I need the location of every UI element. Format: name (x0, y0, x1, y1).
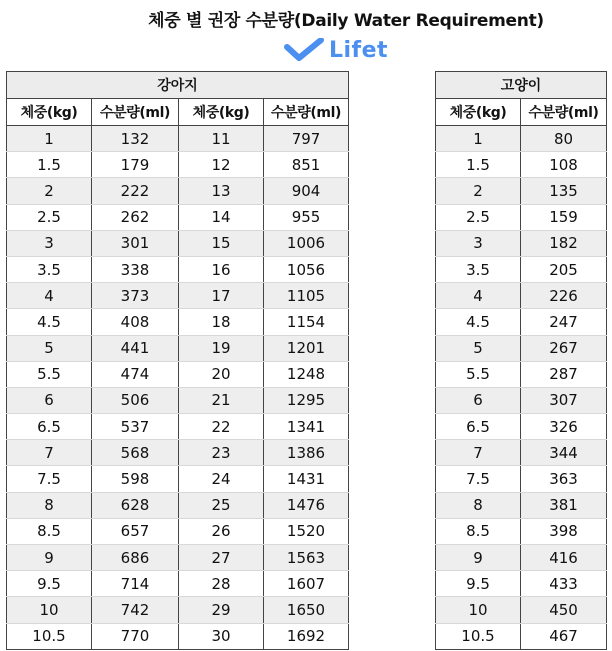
weight-cell: 6 (7, 387, 92, 413)
water-cell: 132 (92, 126, 179, 152)
table-row (436, 545, 607, 571)
weight-cell: 2.5 (7, 204, 92, 230)
table-row (7, 309, 349, 335)
weight-cell: 7 (7, 440, 92, 466)
weight-cell: 8.5 (7, 518, 92, 544)
table-row (7, 545, 349, 571)
water-cell: 506 (92, 387, 179, 413)
water-cell: 1341 (264, 414, 349, 440)
table-row (436, 152, 607, 178)
weight-cell: 4 (7, 283, 92, 309)
table-row (436, 466, 607, 492)
weight-cell: 1.5 (7, 152, 92, 178)
dog-table-body (7, 126, 349, 650)
table-row (7, 178, 349, 204)
water-cell: 474 (92, 361, 179, 387)
table-row (436, 178, 607, 204)
water-cell: 1431 (264, 466, 349, 492)
column-header: 체중(kg) (179, 99, 264, 126)
weight-cell: 26 (179, 518, 264, 544)
weight-cell: 5.5 (7, 361, 92, 387)
weight-cell: 3 (7, 230, 92, 256)
water-cell: 205 (521, 256, 607, 282)
water-cell: 1650 (264, 597, 349, 623)
column-header: 수분량(ml) (92, 99, 179, 126)
weight-cell: 30 (179, 623, 264, 649)
weight-cell: 2 (7, 178, 92, 204)
table-row (7, 387, 349, 413)
weight-cell: 8.5 (436, 518, 521, 544)
weight-cell: 6 (436, 387, 521, 413)
weight-cell: 29 (179, 597, 264, 623)
water-cell: 537 (92, 414, 179, 440)
weight-cell: 5.5 (436, 361, 521, 387)
water-cell: 770 (92, 623, 179, 649)
water-cell: 344 (521, 440, 607, 466)
table-row (436, 597, 607, 623)
water-cell: 1201 (264, 335, 349, 361)
table-row (436, 230, 607, 256)
water-cell: 441 (92, 335, 179, 361)
water-cell: 408 (92, 309, 179, 335)
table-row (436, 309, 607, 335)
water-cell: 797 (264, 126, 349, 152)
weight-cell: 5 (436, 335, 521, 361)
water-cell: 1563 (264, 545, 349, 571)
water-cell: 714 (92, 571, 179, 597)
column-header: 수분량(ml) (521, 99, 607, 126)
table-row (7, 440, 349, 466)
brand-logo (284, 36, 388, 64)
table-row (7, 152, 349, 178)
weight-cell: 11 (179, 126, 264, 152)
weight-cell: 1 (7, 126, 92, 152)
weight-cell: 4 (436, 283, 521, 309)
water-cell: 247 (521, 309, 607, 335)
weight-cell: 7 (436, 440, 521, 466)
table-row (436, 440, 607, 466)
water-cell: 450 (521, 597, 607, 623)
weight-cell: 20 (179, 361, 264, 387)
table-row (7, 466, 349, 492)
column-header: 체중(kg) (436, 99, 521, 126)
table-row (7, 126, 349, 152)
weight-cell: 12 (179, 152, 264, 178)
cat-table-title: 고양이 (436, 72, 607, 99)
weight-cell: 19 (179, 335, 264, 361)
weight-cell: 2 (436, 178, 521, 204)
weight-cell: 16 (179, 256, 264, 282)
water-cell: 1006 (264, 230, 349, 256)
table-row (436, 204, 607, 230)
water-cell: 433 (521, 571, 607, 597)
water-cell: 80 (521, 126, 607, 152)
weight-cell: 10 (436, 597, 521, 623)
table-row (7, 597, 349, 623)
water-cell: 301 (92, 230, 179, 256)
weight-cell: 15 (179, 230, 264, 256)
water-cell: 1154 (264, 309, 349, 335)
water-cell: 363 (521, 466, 607, 492)
weight-cell: 8 (7, 492, 92, 518)
column-header: 체중(kg) (7, 99, 92, 126)
weight-cell: 7.5 (436, 466, 521, 492)
table-row (436, 387, 607, 413)
water-cell: 135 (521, 178, 607, 204)
weight-cell: 9 (7, 545, 92, 571)
water-cell: 182 (521, 230, 607, 256)
water-cell: 262 (92, 204, 179, 230)
table-row (436, 361, 607, 387)
weight-cell: 10.5 (436, 623, 521, 649)
table-row (7, 283, 349, 309)
water-cell: 742 (92, 597, 179, 623)
weight-cell: 21 (179, 387, 264, 413)
weight-cell: 9.5 (436, 571, 521, 597)
weight-cell: 4.5 (7, 309, 92, 335)
water-cell: 1520 (264, 518, 349, 544)
table-row (7, 414, 349, 440)
water-cell: 686 (92, 545, 179, 571)
water-cell: 373 (92, 283, 179, 309)
water-cell: 307 (521, 387, 607, 413)
water-cell: 398 (521, 518, 607, 544)
weight-cell: 28 (179, 571, 264, 597)
water-cell: 568 (92, 440, 179, 466)
water-cell: 267 (521, 335, 607, 361)
table-row (7, 361, 349, 387)
table-row (7, 571, 349, 597)
dog-header-row (7, 99, 349, 126)
weight-cell: 9 (436, 545, 521, 571)
weight-cell: 13 (179, 178, 264, 204)
weight-cell: 3.5 (7, 256, 92, 282)
table-row (436, 335, 607, 361)
table-row (436, 623, 607, 649)
weight-cell: 18 (179, 309, 264, 335)
water-cell: 1476 (264, 492, 349, 518)
weight-cell: 3 (436, 230, 521, 256)
table-row (436, 126, 607, 152)
cat-header-row (436, 99, 607, 126)
weight-cell: 6.5 (7, 414, 92, 440)
cat-water-table (435, 71, 607, 650)
weight-cell: 25 (179, 492, 264, 518)
water-cell: 1607 (264, 571, 349, 597)
water-cell: 338 (92, 256, 179, 282)
table-row (7, 204, 349, 230)
table-row (436, 492, 607, 518)
water-cell: 628 (92, 492, 179, 518)
water-cell: 1692 (264, 623, 349, 649)
water-cell: 108 (521, 152, 607, 178)
dog-water-table (6, 71, 349, 650)
water-cell: 416 (521, 545, 607, 571)
weight-cell: 4.5 (436, 309, 521, 335)
water-cell: 851 (264, 152, 349, 178)
water-cell: 467 (521, 623, 607, 649)
table-row (7, 256, 349, 282)
water-cell: 287 (521, 361, 607, 387)
weight-cell: 23 (179, 440, 264, 466)
weight-cell: 2.5 (436, 204, 521, 230)
water-cell: 226 (521, 283, 607, 309)
weight-cell: 6.5 (436, 414, 521, 440)
water-cell: 1056 (264, 256, 349, 282)
table-row (436, 414, 607, 440)
weight-cell: 27 (179, 545, 264, 571)
column-header: 수분량(ml) (264, 99, 349, 126)
weight-cell: 1 (436, 126, 521, 152)
table-row (7, 623, 349, 649)
water-cell: 1295 (264, 387, 349, 413)
weight-cell: 8 (436, 492, 521, 518)
water-cell: 955 (264, 204, 349, 230)
table-row (7, 518, 349, 544)
water-cell: 1386 (264, 440, 349, 466)
weight-cell: 10 (7, 597, 92, 623)
weight-cell: 17 (179, 283, 264, 309)
lifet-check-logo-icon (284, 38, 324, 62)
water-cell: 904 (264, 178, 349, 204)
water-cell: 657 (92, 518, 179, 544)
page-title: 체중 별 권장 수분량(Daily Water Requirement) (148, 11, 544, 31)
cat-table-body (436, 126, 607, 650)
water-cell: 1248 (264, 361, 349, 387)
table-row (436, 283, 607, 309)
table-row (7, 492, 349, 518)
brand-name: Lifet (329, 37, 389, 63)
water-cell: 598 (92, 466, 179, 492)
table-row (436, 571, 607, 597)
water-cell: 159 (521, 204, 607, 230)
weight-cell: 3.5 (436, 256, 521, 282)
weight-cell: 24 (179, 466, 264, 492)
table-row (7, 230, 349, 256)
water-cell: 326 (521, 414, 607, 440)
table-row (436, 518, 607, 544)
weight-cell: 1.5 (436, 152, 521, 178)
weight-cell: 10.5 (7, 623, 92, 649)
weight-cell: 14 (179, 204, 264, 230)
weight-cell: 7.5 (7, 466, 92, 492)
water-cell: 179 (92, 152, 179, 178)
water-cell: 222 (92, 178, 179, 204)
weight-cell: 22 (179, 414, 264, 440)
table-row (436, 256, 607, 282)
weight-cell: 9.5 (7, 571, 92, 597)
weight-cell: 5 (7, 335, 92, 361)
table-row (7, 335, 349, 361)
dog-table-title: 강아지 (7, 72, 349, 99)
water-cell: 1105 (264, 283, 349, 309)
water-cell: 381 (521, 492, 607, 518)
